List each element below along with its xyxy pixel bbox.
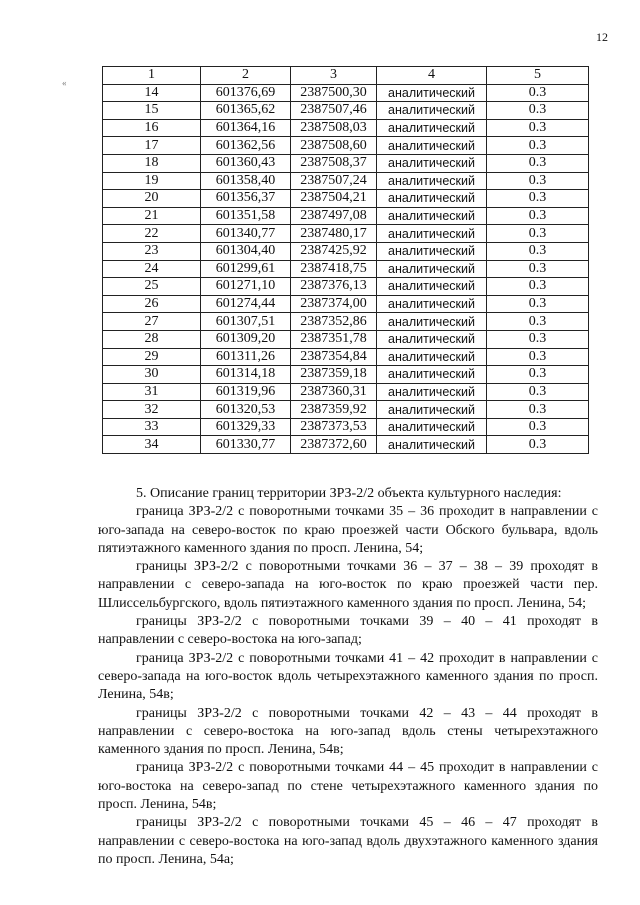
boundary-paragraph: границы ЗРЗ-2/2 с поворотными точками 39 – 40 – 41 проходят в направлении с северо-востока на юго-запад; xyxy=(98,614,598,648)
table-row xyxy=(103,401,589,419)
accuracy-cell: 0.3 xyxy=(487,172,589,190)
x-coordinate-cell: 601364,16 xyxy=(201,119,291,137)
point-number-cell: 30 xyxy=(103,366,201,384)
x-coordinate-cell: 601365,62 xyxy=(201,102,291,120)
y-coordinate-cell: 2387376,13 xyxy=(291,278,377,296)
accuracy-cell: 0.3 xyxy=(487,190,589,208)
method-cell: аналитический xyxy=(377,436,487,454)
table-row xyxy=(103,154,589,172)
accuracy-cell: 0.3 xyxy=(487,295,589,313)
x-coordinate-cell: 601311,26 xyxy=(201,348,291,366)
x-coordinate-cell: 601362,56 xyxy=(201,137,291,155)
y-coordinate-cell: 2387360,31 xyxy=(291,383,377,401)
method-cell: аналитический xyxy=(377,119,487,137)
section-heading: 5. Описание границ территории ЗРЗ-2/2 объекта культурного наследия: xyxy=(136,486,562,501)
x-coordinate-cell: 601376,69 xyxy=(201,84,291,102)
point-number-cell: 31 xyxy=(103,383,201,401)
point-number-cell: 26 xyxy=(103,295,201,313)
table-header-row xyxy=(103,67,589,85)
accuracy-cell: 0.3 xyxy=(487,278,589,296)
method-cell: аналитический xyxy=(377,84,487,102)
x-coordinate-cell: 601351,58 xyxy=(201,207,291,225)
table-row xyxy=(103,383,589,401)
x-coordinate-cell: 601319,96 xyxy=(201,383,291,401)
point-number-cell: 34 xyxy=(103,436,201,454)
table-row xyxy=(103,137,589,155)
method-cell: аналитический xyxy=(377,383,487,401)
method-cell: аналитический xyxy=(377,190,487,208)
y-coordinate-cell: 2387480,17 xyxy=(291,225,377,243)
point-number-cell: 28 xyxy=(103,330,201,348)
accuracy-cell: 0.3 xyxy=(487,260,589,278)
table-header-cell: 1 xyxy=(103,67,201,85)
y-coordinate-cell: 2387359,18 xyxy=(291,366,377,384)
coordinates-table xyxy=(102,66,589,454)
x-coordinate-cell: 601309,20 xyxy=(201,330,291,348)
accuracy-cell: 0.3 xyxy=(487,313,589,331)
accuracy-cell: 0.3 xyxy=(487,348,589,366)
x-coordinate-cell: 601356,37 xyxy=(201,190,291,208)
method-cell: аналитический xyxy=(377,295,487,313)
boundary-paragraph: границы ЗРЗ-2/2 с поворотными точками 42 – 43 – 44 проходят в направлении с северо-востока на юго-запад вдоль стены четырехэтажного каменного здания по просп. Ленина, 54в; xyxy=(98,705,598,758)
boundary-paragraph: границы ЗРЗ-2/2 с поворотными точками 45 – 46 – 47 проходят в направлении с северо-востока на юго-запад вдоль двухэтажного каменного здания по просп. Ленина, 54а; xyxy=(98,815,598,867)
method-cell: аналитический xyxy=(377,102,487,120)
accuracy-cell: 0.3 xyxy=(487,436,589,454)
table-header-cell: 4 xyxy=(377,67,487,85)
method-cell: аналитический xyxy=(377,260,487,278)
point-number-cell: 16 xyxy=(103,119,201,137)
point-number-cell: 29 xyxy=(103,348,201,366)
table-header-cell: 2 xyxy=(201,67,291,85)
x-coordinate-cell: 601274,44 xyxy=(201,295,291,313)
y-coordinate-cell: 2387354,84 xyxy=(291,348,377,366)
method-cell: аналитический xyxy=(377,330,487,348)
table-row xyxy=(103,172,589,190)
point-number-cell: 33 xyxy=(103,418,201,436)
accuracy-cell: 0.3 xyxy=(487,137,589,155)
accuracy-cell: 0.3 xyxy=(487,225,589,243)
method-cell: аналитический xyxy=(377,154,487,172)
table-body xyxy=(103,84,589,453)
accuracy-cell: 0.3 xyxy=(487,401,589,419)
accuracy-cell: 0.3 xyxy=(487,418,589,436)
table-row xyxy=(103,348,589,366)
table-row xyxy=(103,225,589,243)
point-number-cell: 21 xyxy=(103,207,201,225)
accuracy-cell: 0.3 xyxy=(487,366,589,384)
point-number-cell: 17 xyxy=(103,137,201,155)
accuracy-cell: 0.3 xyxy=(487,119,589,137)
y-coordinate-cell: 2387507,24 xyxy=(291,172,377,190)
y-coordinate-cell: 2387374,00 xyxy=(291,295,377,313)
table-row xyxy=(103,295,589,313)
y-coordinate-cell: 2387508,03 xyxy=(291,119,377,137)
y-coordinate-cell: 2387500,30 xyxy=(291,84,377,102)
y-coordinate-cell: 2387373,53 xyxy=(291,418,377,436)
page-number: 12 xyxy=(596,30,608,44)
y-coordinate-cell: 2387497,08 xyxy=(291,207,377,225)
boundary-paragraph: граница ЗРЗ-2/2 с поворотными точками 41 – 42 проходит в направлении с северо-запада на юго-восток вдоль четырехэтажного каменного здания по просп. Ленина, 54в; xyxy=(98,650,598,703)
point-number-cell: 23 xyxy=(103,242,201,260)
table-row xyxy=(103,278,589,296)
y-coordinate-cell: 2387351,78 xyxy=(291,330,377,348)
x-coordinate-cell: 601299,61 xyxy=(201,260,291,278)
accuracy-cell: 0.3 xyxy=(487,383,589,401)
method-cell: аналитический xyxy=(377,401,487,419)
method-cell: аналитический xyxy=(377,137,487,155)
x-coordinate-cell: 601320,53 xyxy=(201,401,291,419)
y-coordinate-cell: 2387507,46 xyxy=(291,102,377,120)
table-row xyxy=(103,190,589,208)
accuracy-cell: 0.3 xyxy=(487,102,589,120)
accuracy-cell: 0.3 xyxy=(487,207,589,225)
point-number-cell: 18 xyxy=(103,154,201,172)
y-coordinate-cell: 2387425,92 xyxy=(291,242,377,260)
y-coordinate-cell: 2387504,21 xyxy=(291,190,377,208)
point-number-cell: 27 xyxy=(103,313,201,331)
method-cell: аналитический xyxy=(377,348,487,366)
method-cell: аналитический xyxy=(377,207,487,225)
x-coordinate-cell: 601307,51 xyxy=(201,313,291,331)
accuracy-cell: 0.3 xyxy=(487,242,589,260)
point-number-cell: 14 xyxy=(103,84,201,102)
x-coordinate-cell: 601304,40 xyxy=(201,242,291,260)
point-number-cell: 32 xyxy=(103,401,201,419)
table-row xyxy=(103,313,589,331)
table-row xyxy=(103,207,589,225)
table-row xyxy=(103,84,589,102)
table-row xyxy=(103,418,589,436)
margin-mark: « xyxy=(62,78,67,88)
point-number-cell: 25 xyxy=(103,278,201,296)
point-number-cell: 24 xyxy=(103,260,201,278)
table-row xyxy=(103,260,589,278)
table-header-cell: 3 xyxy=(291,67,377,85)
method-cell: аналитический xyxy=(377,242,487,260)
y-coordinate-cell: 2387418,75 xyxy=(291,260,377,278)
method-cell: аналитический xyxy=(377,418,487,436)
boundary-paragraph: границы ЗРЗ-2/2 с поворотными точками 36 – 37 – 38 – 39 проходят в направлении с северо-запада на юго-восток по краю проезжей части пер. Шлиссельбургского, вдоль пятиэтажного каменного здания по просп. Ленина, 54; xyxy=(98,559,598,611)
table-row xyxy=(103,242,589,260)
method-cell: аналитический xyxy=(377,278,487,296)
accuracy-cell: 0.3 xyxy=(487,84,589,102)
method-cell: аналитический xyxy=(377,172,487,190)
point-number-cell: 15 xyxy=(103,102,201,120)
y-coordinate-cell: 2387508,37 xyxy=(291,154,377,172)
x-coordinate-cell: 601271,10 xyxy=(201,278,291,296)
y-coordinate-cell: 2387372,60 xyxy=(291,436,377,454)
point-number-cell: 19 xyxy=(103,172,201,190)
x-coordinate-cell: 601358,40 xyxy=(201,172,291,190)
accuracy-cell: 0.3 xyxy=(487,154,589,172)
table-row xyxy=(103,119,589,137)
section-text xyxy=(98,485,598,869)
x-coordinate-cell: 601330,77 xyxy=(201,436,291,454)
point-number-cell: 22 xyxy=(103,225,201,243)
table-header-cell: 5 xyxy=(487,67,589,85)
x-coordinate-cell: 601314,18 xyxy=(201,366,291,384)
method-cell: аналитический xyxy=(377,366,487,384)
y-coordinate-cell: 2387352,86 xyxy=(291,313,377,331)
x-coordinate-cell: 601329,33 xyxy=(201,418,291,436)
table-row xyxy=(103,366,589,384)
method-cell: аналитический xyxy=(377,313,487,331)
x-coordinate-cell: 601360,43 xyxy=(201,154,291,172)
y-coordinate-cell: 2387359,92 xyxy=(291,401,377,419)
table-row xyxy=(103,436,589,454)
point-number-cell: 20 xyxy=(103,190,201,208)
x-coordinate-cell: 601340,77 xyxy=(201,225,291,243)
table-row xyxy=(103,330,589,348)
boundary-paragraph: граница ЗРЗ-2/2 с поворотными точками 35 – 36 проходит в направлении с юго-запада на северо-восток по краю проезжей части Обского бульвара, вдоль пятиэтажного каменного здания по просп. Ленина, 54; xyxy=(98,504,598,556)
accuracy-cell: 0.3 xyxy=(487,330,589,348)
table-row xyxy=(103,102,589,120)
boundary-paragraph: граница ЗРЗ-2/2 с поворотными точками 44 – 45 проходит в направлении с юго-востока на северо-запад по стене четырехэтажного каменного здания по просп. Ленина, 54в; xyxy=(98,760,598,813)
y-coordinate-cell: 2387508,60 xyxy=(291,137,377,155)
method-cell: аналитический xyxy=(377,225,487,243)
